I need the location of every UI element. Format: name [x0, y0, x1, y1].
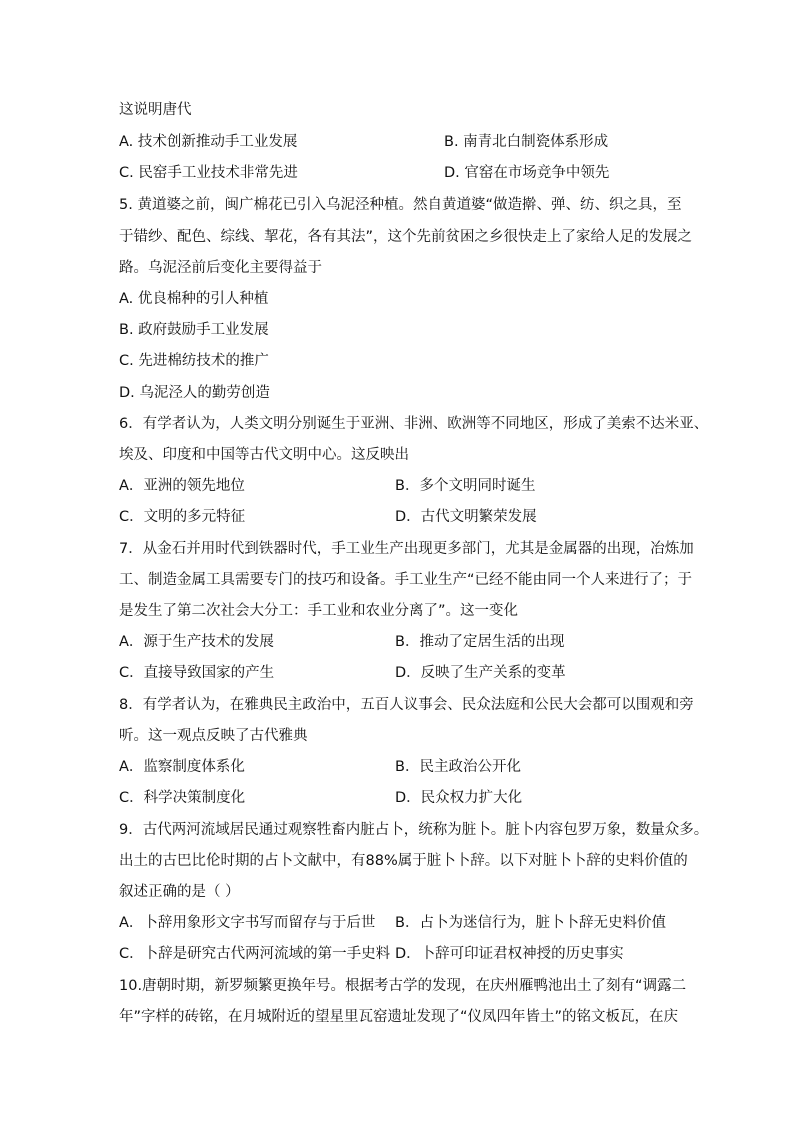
q8-option-c: C．科学决策制度化	[119, 790, 246, 806]
q6-option-b: B．多个文明同时诞生	[395, 478, 536, 494]
q6-options-row-1	[119, 476, 679, 496]
q4-option-d: D. 官窑在市场竞争中领先	[444, 165, 610, 181]
q8-options-row-1	[119, 757, 679, 777]
q4-options-row-2	[119, 163, 679, 183]
q5-option-a: A. 优良棉种的引人种植	[119, 291, 269, 307]
q4-option-c: C. 民窑手工业技术非常先进	[119, 165, 298, 181]
q9-stem-line-3: 叙述正确的是（ ）	[119, 884, 240, 900]
intro-text: 这说明唐代	[119, 102, 192, 118]
q9-options-row-1	[119, 913, 679, 933]
q9-options-row-2	[119, 944, 679, 964]
q7-option-d: D．反映了生产关系的变革	[395, 665, 566, 681]
q7-option-b: B．推动了定居生活的出现	[395, 634, 565, 650]
q6-option-d: D．古代文明繁荣发展	[395, 509, 537, 525]
q9-option-a: A．卜辞用象形文字书写而留存与于后世	[119, 915, 376, 931]
q6-stem-line-1: 6．有学者认为，人类文明分别诞生于亚洲、非洲、欧洲等不同地区，形成了美索不达米亚、	[119, 416, 709, 432]
q10-stem-line-1: 10.唐朝时期，新罗频繁更换年号。根据考古学的发现，在庆州雁鸭池出土了刻有“调露二	[119, 978, 687, 994]
q4-option-b: B. 南青北白制瓷体系形成	[444, 134, 609, 150]
q7-option-c: C．直接导致国家的产生	[119, 665, 275, 681]
q7-options-row-2	[119, 663, 679, 683]
q6-stem-line-2: 埃及、印度和中国等古代文明中心。这反映出	[119, 447, 409, 463]
q4-options-row-1	[119, 132, 679, 152]
q8-options-row-2	[119, 788, 679, 808]
q6-option-a: A．亚洲的领先地位	[119, 478, 245, 494]
q5-stem-line-2: 于错纱、配色、综线、挈花，各有其法”，这个先前贫困之乡很快走上了家给人足的发展之	[119, 229, 693, 245]
q4-option-a: A. 技术创新推动手工业发展	[119, 134, 298, 150]
q8-option-b: B．民主政治公开化	[395, 759, 521, 775]
q9-option-c: C．卜辞是研究古代两河流域的第一手史料	[119, 946, 391, 962]
q6-options-row-2	[119, 507, 679, 527]
q9-option-b: B．占卜为迷信行为，脏卜卜辞无史料价值	[395, 915, 666, 931]
q7-stem-line-3: 是发生了第二次社会大分工：手工业和农业分离了”。这一变化	[119, 603, 519, 619]
q5-option-d: D. 乌泥泾人的勤劳创造	[119, 385, 270, 401]
q9-stem-line-2: 出土的古巴比伦时期的占卜文献中，有88%属于脏卜卜辞。以下对脏卜卜辞的史料价值的	[119, 853, 688, 869]
q8-stem-line-1: 8．有学者认为，在雅典民主政治中，五百人议事会、民众法庭和公民大会都可以围观和旁	[119, 697, 694, 713]
q9-stem-line-1: 9．古代两河流域居民通过观察牲畜内脏占卜，统称为脏卜。脏卜内容包罗万象，数量众多。	[119, 822, 709, 838]
q7-stem-line-2: 工、制造金属工具需要专门的技巧和设备。手工业生产“已经不能由同一个人来进行了；于	[119, 572, 693, 588]
q8-stem-line-2: 听。这一观点反映了古代雅典	[119, 728, 308, 744]
q5-option-c: C. 先进棉纺技术的推广	[119, 353, 269, 369]
q8-option-d: D．民众权力扩大化	[395, 790, 523, 806]
q10-stem-line-2: 年”字样的砖铭，在月城附近的望星里瓦窑遗址发现了“仪凤四年皆土”的铭文板瓦，在庆	[119, 1009, 679, 1025]
q7-stem-line-1: 7．从金石并用时代到铁器时代，手工业生产出现更多部门，尤其是金属器的出现，冶炼加	[119, 541, 694, 557]
q9-option-d: D．卜辞可印证君权神授的历史事实	[395, 946, 624, 962]
q5-option-b: B. 政府鼓励手工业发展	[119, 322, 269, 338]
q7-options-row-1	[119, 632, 679, 652]
q5-stem-line-1: 5. 黄道婆之前，闽广棉花已引入乌泥泾种植。然自黄道婆“做造擀、弹、纺、织之具，至	[119, 197, 682, 213]
q6-option-c: C．文明的多元特征	[119, 509, 246, 525]
q8-option-a: A．监察制度体系化	[119, 759, 245, 775]
q5-stem-line-3: 路。乌泥泾前后变化主要得益于	[119, 260, 322, 276]
q7-option-a: A．源于生产技术的发展	[119, 634, 274, 650]
